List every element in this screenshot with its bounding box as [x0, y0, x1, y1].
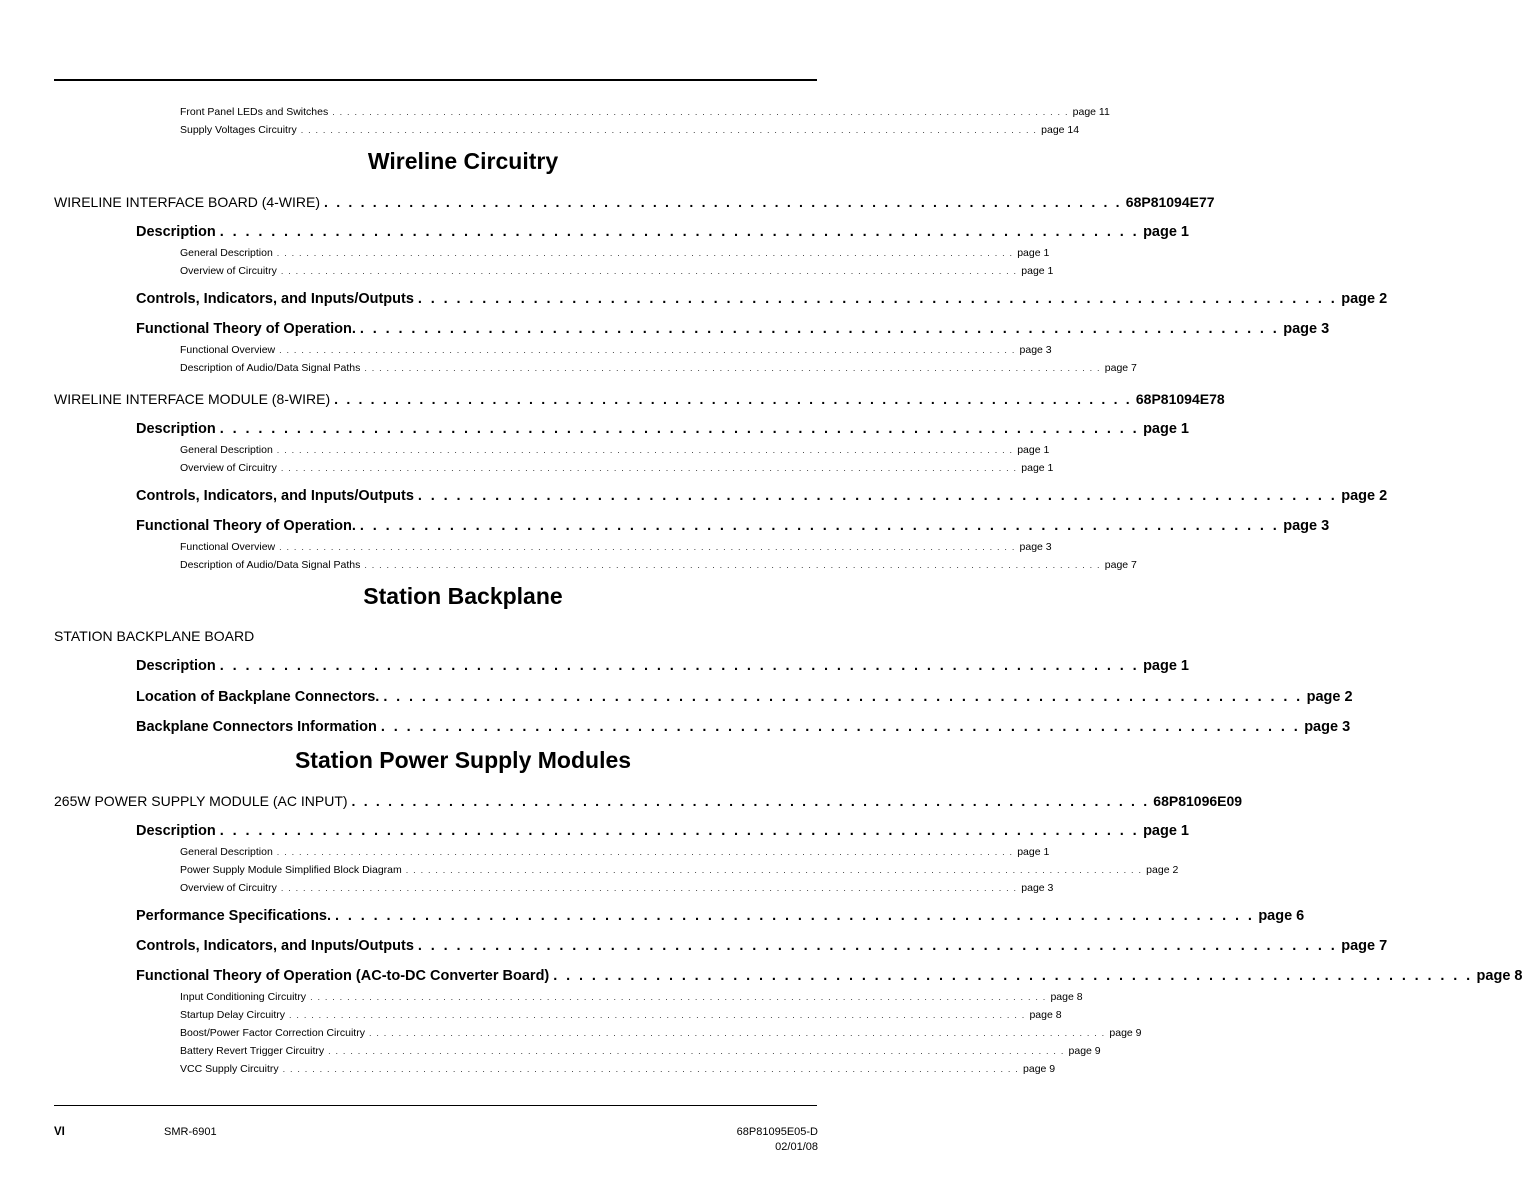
- header-rule: [54, 79, 817, 81]
- section-heading: Station Backplane: [363, 583, 563, 609]
- toc-entry[interactable]: General Description . . . . . . . . . . . . . . . . . . . . . . . . . . . . . . . . . . . . . . . . . . . . . . . . . . . . . . . . . . . . . . . . . . . . . . . . . . . . . . . . . . . . . . . . . . . . . . . . . . . . page 1: [180, 247, 1050, 259]
- toc-section-entry[interactable]: Description . . . . . . . . . . . . . . . . . . . . . . . . . . . . . . . . . . . . . . . . . . . . . . . . . . . . . . . . . . . . . . . . . . . . . . . . page 1: [136, 823, 1189, 839]
- section-heading: Wireline Circuitry: [367, 148, 559, 174]
- page-number: VI: [54, 1126, 65, 1138]
- toc-section-entry[interactable]: Functional Theory of Operation. . . . . . . . . . . . . . . . . . . . . . . . . . . . . . . . . . . . . . . . . . . . . . . . . . . . . . . . . . . . . . . . . . . . . . . . . page 3: [136, 518, 1330, 534]
- toc-section-entry[interactable]: Description . . . . . . . . . . . . . . . . . . . . . . . . . . . . . . . . . . . . . . . . . . . . . . . . . . . . . . . . . . . . . . . . . . . . . . . . page 1: [136, 658, 1189, 674]
- toc-entry[interactable]: VCC Supply Circuitry . . . . . . . . . . . . . . . . . . . . . . . . . . . . . . . . . . . . . . . . . . . . . . . . . . . . . . . . . . . . . . . . . . . . . . . . . . . . . . . . . . . . . . . . . . . . . . . . . . . . page 9: [180, 1063, 1056, 1075]
- toc-section-entry[interactable]: Controls, Indicators, and Inputs/Outputs . . . . . . . . . . . . . . . . . . . . . . . . . . . . . . . . . . . . . . . . . . . . . . . . . . . . . . . . . . . . . . . . . . . . . . . . page 7: [136, 938, 1388, 954]
- document-date: 02/01/08: [775, 1141, 818, 1153]
- toc-entry[interactable]: Overview of Circuitry . . . . . . . . . . . . . . . . . . . . . . . . . . . . . . . . . . . . . . . . . . . . . . . . . . . . . . . . . . . . . . . . . . . . . . . . . . . . . . . . . . . . . . . . . . . . . . . . . . . . page 3: [180, 882, 1054, 894]
- toc-section-entry[interactable]: Functional Theory of Operation (AC-to-DC Converter Board) . . . . . . . . . . . . . . . . . . . . . . . . . . . . . . . . . . . . . . . . . . . . . . . . . . . . . . . . . . . . . . . . . . . . . . . . page 8: [136, 968, 1522, 984]
- toc-entry[interactable]: Overview of Circuitry . . . . . . . . . . . . . . . . . . . . . . . . . . . . . . . . . . . . . . . . . . . . . . . . . . . . . . . . . . . . . . . . . . . . . . . . . . . . . . . . . . . . . . . . . . . . . . . . . . . . page 1: [180, 265, 1054, 277]
- toc-board-entry[interactable]: 265W POWER SUPPLY MODULE (AC INPUT) . . . . . . . . . . . . . . . . . . . . . . . . . . . . . . . . . . . . . . . . . . . . . . . . . . . . . . . . . . . . . . . . . . 68P81096E09: [54, 793, 1243, 809]
- toc-entry[interactable]: Description of Audio/Data Signal Paths . . . . . . . . . . . . . . . . . . . . . . . . . . . . . . . . . . . . . . . . . . . . . . . . . . . . . . . . . . . . . . . . . . . . . . . . . . . . . . . . . . . . . . . . . . . . . . . . . . . . page 7: [180, 559, 1137, 571]
- toc-entry[interactable]: Overview of Circuitry . . . . . . . . . . . . . . . . . . . . . . . . . . . . . . . . . . . . . . . . . . . . . . . . . . . . . . . . . . . . . . . . . . . . . . . . . . . . . . . . . . . . . . . . . . . . . . . . . . . . page 1: [180, 462, 1054, 474]
- toc-entry[interactable]: Functional Overview . . . . . . . . . . . . . . . . . . . . . . . . . . . . . . . . . . . . . . . . . . . . . . . . . . . . . . . . . . . . . . . . . . . . . . . . . . . . . . . . . . . . . . . . . . . . . . . . . . . . page 3: [180, 541, 1052, 553]
- toc-section-entry[interactable]: Functional Theory of Operation. . . . . . . . . . . . . . . . . . . . . . . . . . . . . . . . . . . . . . . . . . . . . . . . . . . . . . . . . . . . . . . . . . . . . . . . . page 3: [136, 321, 1330, 337]
- toc-section-entry[interactable]: Controls, Indicators, and Inputs/Outputs . . . . . . . . . . . . . . . . . . . . . . . . . . . . . . . . . . . . . . . . . . . . . . . . . . . . . . . . . . . . . . . . . . . . . . . . page 2: [136, 488, 1388, 504]
- toc-entry[interactable]: Boost/Power Factor Correction Circuitry . . . . . . . . . . . . . . . . . . . . . . . . . . . . . . . . . . . . . . . . . . . . . . . . . . . . . . . . . . . . . . . . . . . . . . . . . . . . . . . . . . . . . . . . . . . . . . . . . . . . page 9: [180, 1027, 1142, 1039]
- toc-section-entry[interactable]: Backplane Connectors Information . . . . . . . . . . . . . . . . . . . . . . . . . . . . . . . . . . . . . . . . . . . . . . . . . . . . . . . . . . . . . . . . . . . . . . . . page 3: [136, 719, 1351, 735]
- toc-entry[interactable]: Description of Audio/Data Signal Paths . . . . . . . . . . . . . . . . . . . . . . . . . . . . . . . . . . . . . . . . . . . . . . . . . . . . . . . . . . . . . . . . . . . . . . . . . . . . . . . . . . . . . . . . . . . . . . . . . . . . page 7: [180, 362, 1137, 374]
- toc-section-entry[interactable]: Location of Backplane Connectors. . . . . . . . . . . . . . . . . . . . . . . . . . . . . . . . . . . . . . . . . . . . . . . . . . . . . . . . . . . . . . . . . . . . . . . . . page 2: [136, 689, 1353, 705]
- toc-entry[interactable]: Input Conditioning Circuitry . . . . . . . . . . . . . . . . . . . . . . . . . . . . . . . . . . . . . . . . . . . . . . . . . . . . . . . . . . . . . . . . . . . . . . . . . . . . . . . . . . . . . . . . . . . . . . . . . . . . page 8: [180, 991, 1083, 1003]
- toc-entry[interactable]: General Description . . . . . . . . . . . . . . . . . . . . . . . . . . . . . . . . . . . . . . . . . . . . . . . . . . . . . . . . . . . . . . . . . . . . . . . . . . . . . . . . . . . . . . . . . . . . . . . . . . . . page 1: [180, 846, 1050, 858]
- document-number: 68P81095E05-D: [736, 1126, 818, 1138]
- footer-rule: [54, 1105, 817, 1106]
- section-heading: Station Power Supply Modules: [294, 747, 632, 773]
- toc-entry[interactable]: Supply Voltages Circuitry . . . . . . . . . . . . . . . . . . . . . . . . . . . . . . . . . . . . . . . . . . . . . . . . . . . . . . . . . . . . . . . . . . . . . . . . . . . . . . . . . . . . . . . . . . . . . . . . . . . . page 14: [180, 124, 1080, 136]
- toc-board-entry[interactable]: STATION BACKPLANE BOARD: [54, 628, 255, 644]
- toc-section-entry[interactable]: Performance Specifications. . . . . . . . . . . . . . . . . . . . . . . . . . . . . . . . . . . . . . . . . . . . . . . . . . . . . . . . . . . . . . . . . . . . . . . . . page 6: [136, 908, 1305, 924]
- manual-number: SMR-6901: [164, 1126, 217, 1138]
- toc-entry[interactable]: Functional Overview . . . . . . . . . . . . . . . . . . . . . . . . . . . . . . . . . . . . . . . . . . . . . . . . . . . . . . . . . . . . . . . . . . . . . . . . . . . . . . . . . . . . . . . . . . . . . . . . . . . . page 3: [180, 344, 1052, 356]
- toc-entry[interactable]: Front Panel LEDs and Switches . . . . . . . . . . . . . . . . . . . . . . . . . . . . . . . . . . . . . . . . . . . . . . . . . . . . . . . . . . . . . . . . . . . . . . . . . . . . . . . . . . . . . . . . . . . . . . . . . . . . page 11: [180, 106, 1110, 118]
- toc-board-entry[interactable]: WIRELINE INTERFACE BOARD (4-WIRE) . . . . . . . . . . . . . . . . . . . . . . . . . . . . . . . . . . . . . . . . . . . . . . . . . . . . . . . . . . . . . . . . . . 68P81094E77: [54, 194, 1215, 210]
- toc-entry[interactable]: Startup Delay Circuitry . . . . . . . . . . . . . . . . . . . . . . . . . . . . . . . . . . . . . . . . . . . . . . . . . . . . . . . . . . . . . . . . . . . . . . . . . . . . . . . . . . . . . . . . . . . . . . . . . . . . page 8: [180, 1009, 1062, 1021]
- toc-section-entry[interactable]: Description . . . . . . . . . . . . . . . . . . . . . . . . . . . . . . . . . . . . . . . . . . . . . . . . . . . . . . . . . . . . . . . . . . . . . . . . page 1: [136, 224, 1189, 240]
- toc-entry[interactable]: Battery Revert Trigger Circuitry . . . . . . . . . . . . . . . . . . . . . . . . . . . . . . . . . . . . . . . . . . . . . . . . . . . . . . . . . . . . . . . . . . . . . . . . . . . . . . . . . . . . . . . . . . . . . . . . . . . . page 9: [180, 1045, 1101, 1057]
- toc-entry[interactable]: Power Supply Module Simplified Block Diagram . . . . . . . . . . . . . . . . . . . . . . . . . . . . . . . . . . . . . . . . . . . . . . . . . . . . . . . . . . . . . . . . . . . . . . . . . . . . . . . . . . . . . . . . . . . . . . . . . . . . page 2: [180, 864, 1179, 876]
- toc-entry[interactable]: General Description . . . . . . . . . . . . . . . . . . . . . . . . . . . . . . . . . . . . . . . . . . . . . . . . . . . . . . . . . . . . . . . . . . . . . . . . . . . . . . . . . . . . . . . . . . . . . . . . . . . . page 1: [180, 444, 1050, 456]
- toc-section-entry[interactable]: Description . . . . . . . . . . . . . . . . . . . . . . . . . . . . . . . . . . . . . . . . . . . . . . . . . . . . . . . . . . . . . . . . . . . . . . . . page 1: [136, 421, 1189, 437]
- toc-section-entry[interactable]: Controls, Indicators, and Inputs/Outputs . . . . . . . . . . . . . . . . . . . . . . . . . . . . . . . . . . . . . . . . . . . . . . . . . . . . . . . . . . . . . . . . . . . . . . . . page 2: [136, 291, 1388, 307]
- toc-board-entry[interactable]: WIRELINE INTERFACE MODULE (8-WIRE) . . . . . . . . . . . . . . . . . . . . . . . . . . . . . . . . . . . . . . . . . . . . . . . . . . . . . . . . . . . . . . . . . . 68P81094E78: [54, 391, 1225, 407]
